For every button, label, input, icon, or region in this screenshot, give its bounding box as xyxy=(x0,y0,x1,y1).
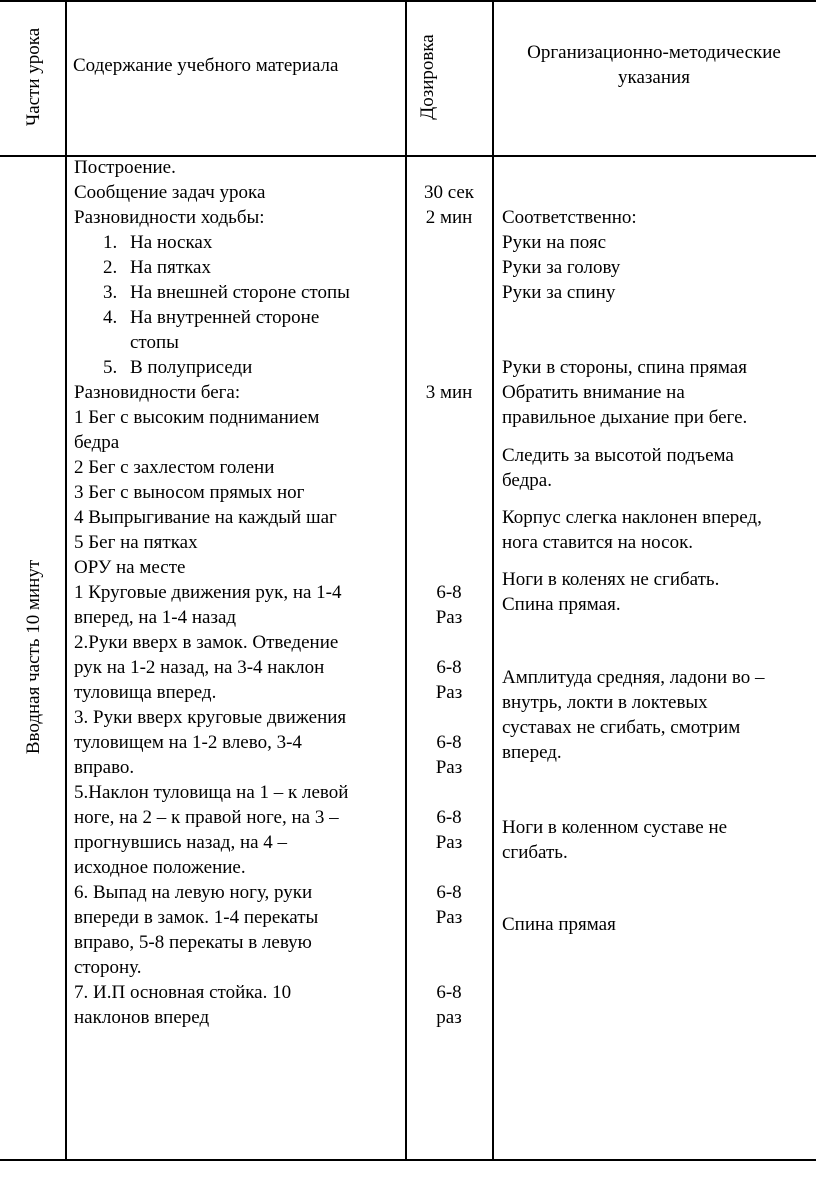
content-line: 1 Бег с высоким подниманием xyxy=(74,407,320,428)
dosage-value: 6-8 xyxy=(436,732,462,753)
note-line: Ноги в коленях не сгибать. xyxy=(502,569,720,590)
dosage-unit: Раз xyxy=(435,907,463,928)
dosage-unit: Раз xyxy=(435,757,463,778)
dosage-value: 6-8 xyxy=(436,982,462,1003)
note-line: Амплитуда средняя, ладони во – xyxy=(502,667,765,688)
list-item: На внешней стороне стопы xyxy=(130,282,350,303)
note-line: Руки за спину xyxy=(502,282,616,303)
content-line: бедра xyxy=(74,432,120,453)
note-line: внутрь, локти в локтевых xyxy=(502,692,708,713)
note-line: суставах не сгибать, смотрим xyxy=(502,717,741,738)
note-line: Корпус слегка наклонен вперед, xyxy=(502,507,762,528)
note-line: Спина прямая xyxy=(502,914,616,935)
header-guidelines-line1: Организационно-методические xyxy=(527,42,781,63)
content-line: 5 Бег на пятках xyxy=(74,532,198,553)
content-line: впереди в замок. 1-4 перекаты xyxy=(74,907,319,928)
dosage-value: 30 сек xyxy=(423,182,475,203)
content-line: 6. Выпад на левую ногу, руки xyxy=(74,882,313,903)
dosage-unit: Раз xyxy=(435,607,463,628)
dosage-value: 6-8 xyxy=(436,582,462,603)
content-line: Сообщение задач урока xyxy=(74,182,266,203)
content-line: 4 Выпрыгивание на каждый шаг xyxy=(74,507,337,528)
dosage-unit: раз xyxy=(436,1007,462,1028)
content-line: туловищем на 1-2 влево, 3-4 xyxy=(74,732,302,753)
note-line: Руки в стороны, спина прямая xyxy=(502,357,747,378)
list-item: На носках xyxy=(130,232,213,253)
list-number: 1. xyxy=(103,232,118,253)
note-line: бедра. xyxy=(502,470,552,491)
note-line: Руки за голову xyxy=(502,257,621,278)
header-dosage: Дозировка xyxy=(417,34,438,120)
note-line: сгибать. xyxy=(502,842,568,863)
column-divider-2 xyxy=(405,0,407,1160)
header-lesson-parts: Части урока xyxy=(23,27,44,127)
note-line: Спина прямая. xyxy=(502,594,621,615)
content-line: вправо, 5-8 перекаты в левую xyxy=(74,932,312,953)
note-line: Обратить внимание на xyxy=(502,382,685,403)
header-content: Содержание учебного материала xyxy=(73,55,339,76)
content-line: прогнувшись назад, на 4 – xyxy=(74,832,288,853)
content-line: исходное положение. xyxy=(74,857,246,878)
note-line: Ноги в коленном суставе не xyxy=(502,817,728,838)
content-line: наклонов вперед xyxy=(74,1007,210,1028)
table-top-border xyxy=(0,0,816,2)
note-line: нога ставится на носок. xyxy=(502,532,694,553)
column-divider-3 xyxy=(492,0,494,1160)
dosage-value: 6-8 xyxy=(436,882,462,903)
column-divider-1 xyxy=(65,0,67,1160)
list-number: 3. xyxy=(103,282,118,303)
content-line: 2 Бег с захлестом голени xyxy=(74,457,275,478)
list-item: В полуприседи xyxy=(130,357,253,378)
content-line: 7. И.П основная стойка. 10 xyxy=(74,982,292,1003)
note-line: вперед. xyxy=(502,742,562,763)
content-line: Разновидности ходьбы: xyxy=(74,207,265,228)
content-line: 5.Наклон туловища на 1 – к левой xyxy=(74,782,349,803)
dosage-value: 6-8 xyxy=(436,807,462,828)
content-line: ОРУ на месте xyxy=(74,557,186,578)
content-line: 3 Бег с выносом прямых ног xyxy=(74,482,305,503)
list-item-continued: стопы xyxy=(130,332,179,353)
content-line: 2.Руки вверх в замок. Отведение xyxy=(74,632,339,653)
header-guidelines-line2: указания xyxy=(618,67,690,88)
note-line: Следить за высотой подъема xyxy=(502,445,734,466)
list-number: 2. xyxy=(103,257,118,278)
section-label: Вводная часть 10 минут xyxy=(23,559,44,755)
content-line: Построение. xyxy=(74,157,176,178)
dosage-unit: Раз xyxy=(435,682,463,703)
content-line: туловища вперед. xyxy=(74,682,217,703)
dosage-value: 6-8 xyxy=(436,657,462,678)
content-line: вправо. xyxy=(74,757,135,778)
dosage-value: 3 мин xyxy=(425,382,473,403)
list-number: 5. xyxy=(103,357,118,378)
list-item: На пятках xyxy=(130,257,211,278)
content-line: ноге, на 2 – к правой ноге, на 3 – xyxy=(74,807,339,828)
content-line: сторону. xyxy=(74,957,142,978)
note-line: Соответственно: xyxy=(502,207,637,228)
dosage-value: 2 мин xyxy=(425,207,473,228)
content-line: 3. Руки вверх круговые движения xyxy=(74,707,347,728)
list-number: 4. xyxy=(103,307,118,328)
dosage-unit: Раз xyxy=(435,832,463,853)
list-item: На внутренней стороне xyxy=(130,307,320,328)
content-line: 1 Круговые движения рук, на 1-4 xyxy=(74,582,342,603)
note-line: правильное дыхание при беге. xyxy=(502,407,748,428)
note-line: Руки на пояс xyxy=(502,232,607,253)
content-line: вперед, на 1-4 назад xyxy=(74,607,237,628)
table-bottom-border xyxy=(0,1159,816,1161)
content-line: рук на 1-2 назад, на 3-4 наклон xyxy=(74,657,325,678)
content-line: Разновидности бега: xyxy=(74,382,241,403)
